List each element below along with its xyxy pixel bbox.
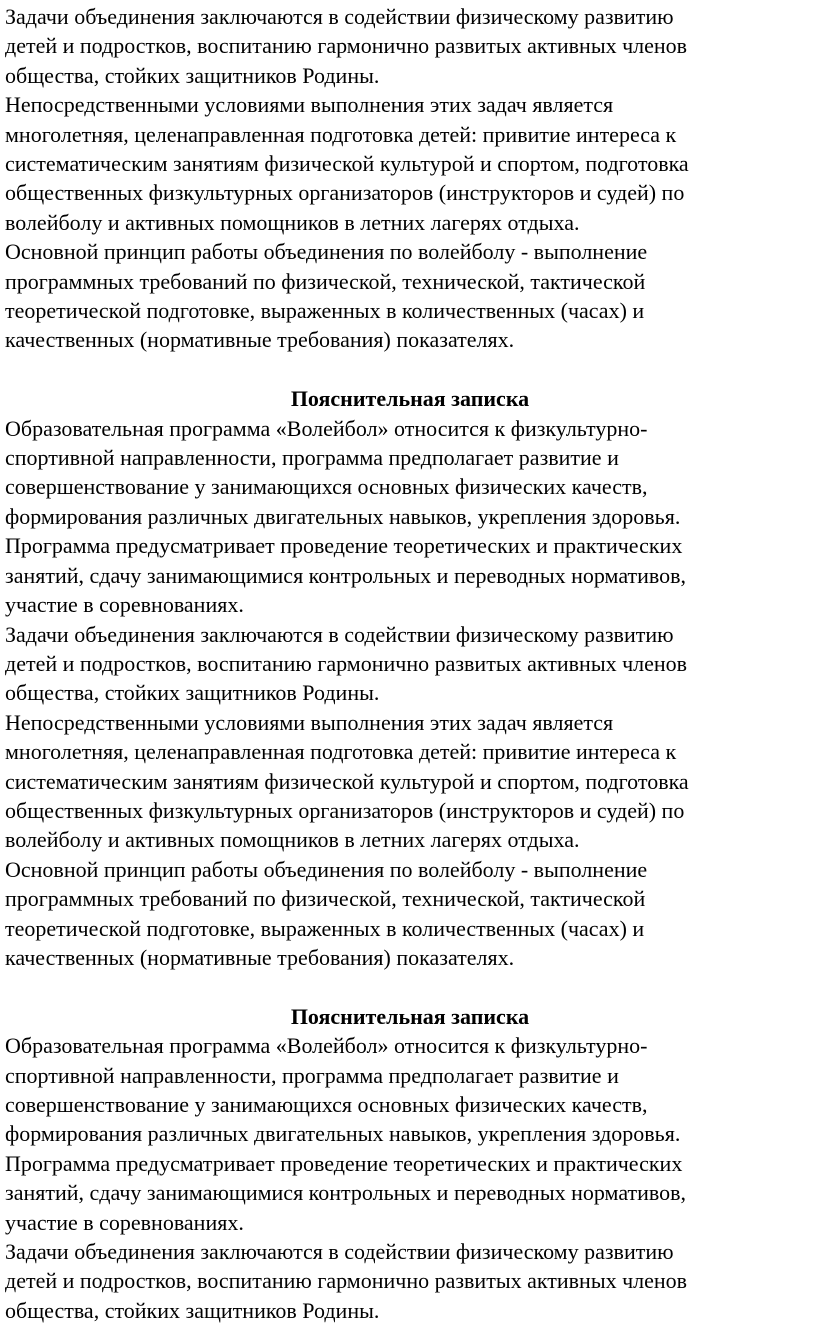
spacer <box>5 355 795 384</box>
paragraph-tasks: Задачи объединения заключаются в содействии физическому развитию детей и подростков, воспитанию гармонично развитых активных членов общества, стойких защитников Родины. <box>5 4 688 88</box>
paragraph-program-provides: Программа предусматривает проведение теоретических и практических занятий, сдачу занимающимися контрольных и переводных нормативов, участие в соревнованиях. <box>5 1150 687 1235</box>
paragraph-principle: Основной принцип работы объединения по волейболу - выполнение программных требований по физической, технической, тактической теоретической подготовке, выраженных в количественных (часах) и качественных (нормативные требования) показателях. <box>5 856 648 970</box>
spacer <box>5 972 795 1001</box>
paragraph-program-provides: Программа предусматривает проведение теоретических и практических занятий, сдачу занимающимися контрольных и переводных нормативов, участие в соревнованиях. <box>5 533 687 618</box>
paragraph-tasks: Задачи объединения заключаются в содействии физическому развитию детей и подростков, воспитанию гармонично развитых активных членов общества, стойких защитников Родины. <box>5 1239 688 1323</box>
paragraph-tasks: Задачи объединения заключаются в содействии физическому развитию детей и подростков, воспитанию гармонично развитых активных членов общества, стойких защитников Родины. <box>5 621 688 706</box>
paragraph-program: Образовательная программа «Волейбол» относится к физкультурно- спортивной направленности, программа предполагает развитие и совершенствование у занимающихся основных физических качеств, формирования различных двигательных навыков, укрепления здоровья. <box>5 415 681 529</box>
section-heading: Пояснительная записка <box>290 386 530 412</box>
paragraph-conditions: Непосредственными условиями выполнения этих задач является многолетняя, целенаправленная подготовка детей: привитие интереса к систематическим занятиям физической культурой и спортом, подготовка общественных физкультурных организаторов (инструкторов и судей) по волейболу и активных помощников в летних лагерях отдыха. <box>5 92 689 235</box>
section-heading: Пояснительная записка <box>290 1003 530 1029</box>
paragraph-conditions: Непосредственными условиями выполнения этих задач является многолетняя, целенаправленная подготовка детей: привитие интереса к систематическим занятиям физической культурой и спортом, подготовка общественных физкультурных организаторов (инструкторов и судей) по волейболу и активных помощников в летних лагерях отдыха. <box>5 709 689 853</box>
paragraph-principle: Основной принцип работы объединения по волейболу - выполнение программных требований по физической, технической, тактической теоретической подготовке, выраженных в количественных (часах) и качественных (нормативные требования) показателях. <box>5 239 648 353</box>
paragraph-program: Образовательная программа «Волейбол» относится к физкультурно- спортивной направленности, программа предполагает развитие и совершенствование у занимающихся основных физических качеств, формирования различных двигательных навыков, укрепления здоровья. <box>5 1033 681 1147</box>
document-page <box>5 2 795 1325</box>
